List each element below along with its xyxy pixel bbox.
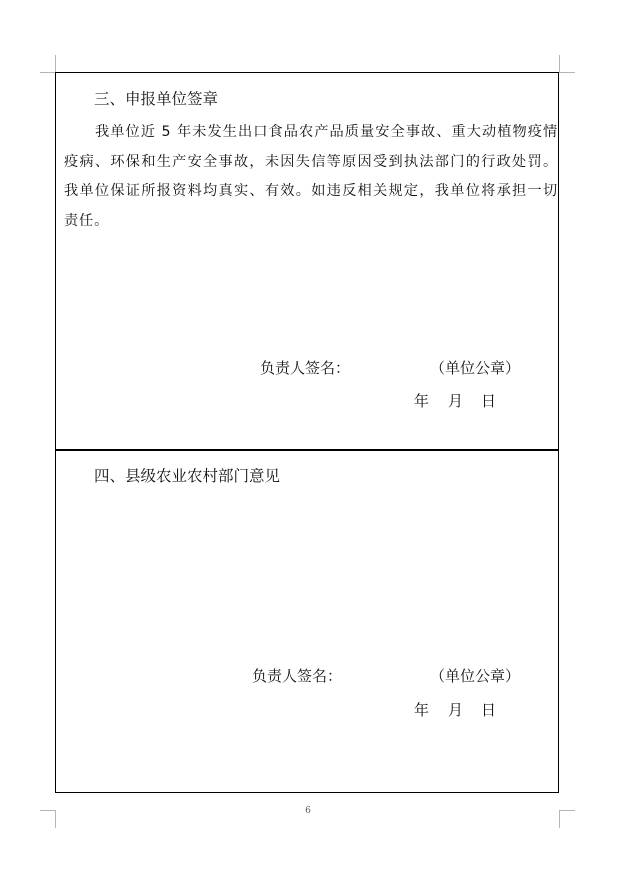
declaration-paragraph: 我单位近 5 年未发生出口食品农产品质量安全事故、重大动植物疫情疫病、环保和生产安全事故，未因失信等原因受到执法部门的行政处罚。我单位保证所报资料均真实、有效。如违反相关规定，我单位将承担一切责任。: [64, 124, 558, 229]
crop-mark: [55, 810, 56, 828]
seal-label: （单位公章）: [430, 667, 521, 685]
date-month-label: 月: [448, 701, 464, 719]
crop-mark: [55, 55, 56, 72]
date-month-label: 月: [448, 392, 464, 410]
date-year-label: 年: [414, 701, 430, 719]
crop-mark: [559, 55, 560, 72]
section-heading: 三、申报单位签章: [94, 90, 219, 108]
crop-mark: [559, 810, 575, 811]
signature-label: 负责人签名：: [252, 667, 343, 685]
crop-mark: [40, 72, 55, 73]
section-heading: 四、县级农业农村部门意见: [94, 467, 281, 485]
section-county-opinion: [55, 449, 559, 793]
seal-label: （单位公章）: [430, 359, 521, 377]
crop-mark: [40, 810, 55, 811]
date-day-label: 日: [481, 701, 497, 719]
crop-mark: [559, 72, 575, 73]
date-year-label: 年: [414, 392, 430, 410]
page-number: 6: [305, 806, 311, 816]
crop-mark: [559, 810, 560, 828]
signature-label: 负责人签名：: [260, 359, 351, 377]
date-day-label: 日: [481, 392, 497, 410]
section-applicant-seal: [55, 72, 559, 451]
